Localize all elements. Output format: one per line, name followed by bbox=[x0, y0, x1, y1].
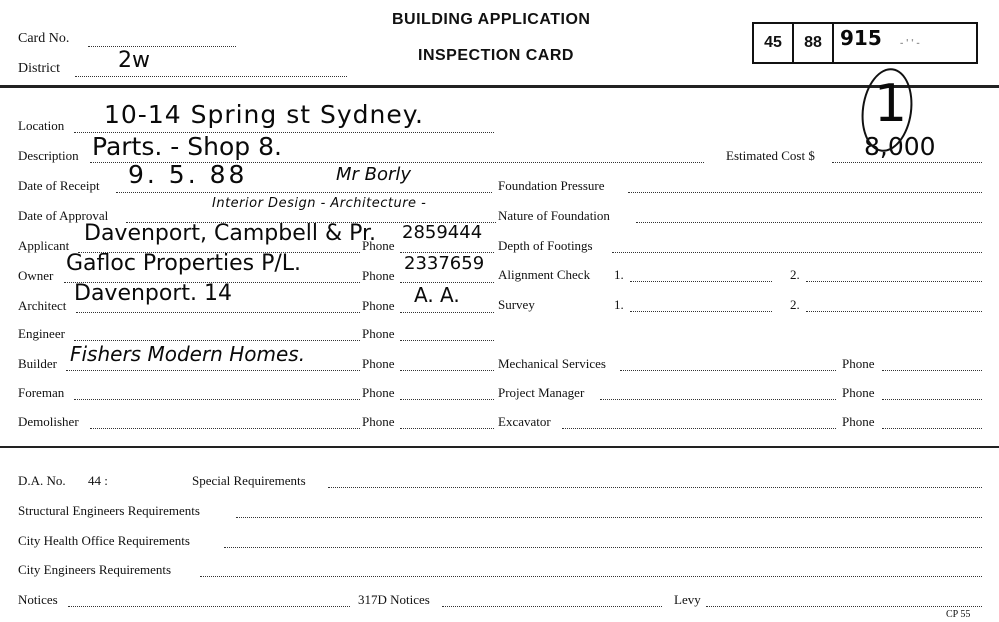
date-approval-value: Interior Design - Architecture - bbox=[212, 196, 427, 211]
alignment-check-n2: 2. bbox=[790, 267, 800, 282]
special-requirements-label: Special Requirements bbox=[192, 473, 306, 488]
alignment-check-label: Alignment Check bbox=[498, 267, 591, 282]
mechanical-phone-label: Phone bbox=[842, 356, 875, 371]
alignment-check-n1: 1. bbox=[614, 267, 624, 282]
owner-phone-value: 2337659 bbox=[404, 253, 485, 274]
foreman-phone-field[interactable] bbox=[400, 399, 494, 400]
date-approval-label: Date of Approval bbox=[18, 208, 109, 223]
nature-foundation-field[interactable] bbox=[636, 222, 982, 223]
card-box-cell-1: 45 bbox=[754, 24, 794, 62]
applicant-value: Davenport, Campbell & Pr. bbox=[84, 221, 377, 246]
demolisher-phone-field[interactable] bbox=[400, 428, 494, 429]
date-receipt-field[interactable] bbox=[116, 192, 492, 193]
card-box-handwritten: 915 bbox=[840, 26, 882, 50]
notices-field[interactable] bbox=[68, 606, 350, 607]
demolisher-phone-label: Phone bbox=[362, 414, 395, 429]
applicant-label: Applicant bbox=[18, 238, 70, 253]
survey-n2: 2. bbox=[790, 297, 800, 312]
mechanical-services-field[interactable] bbox=[620, 370, 836, 371]
card-no-label: Card No. bbox=[18, 31, 70, 46]
foreman-field[interactable] bbox=[74, 399, 360, 400]
special-requirements-field[interactable] bbox=[328, 487, 982, 488]
survey-field-1[interactable] bbox=[630, 311, 772, 312]
estimated-cost-label: Estimated Cost $ bbox=[726, 148, 815, 163]
foreman-phone-label: Phone bbox=[362, 385, 395, 400]
card-number-box bbox=[752, 22, 978, 64]
description-label: Description bbox=[18, 148, 79, 163]
project-manager-phone-field[interactable] bbox=[882, 399, 982, 400]
notices-317d-field[interactable] bbox=[442, 606, 662, 607]
da-no-label: D.A. No. bbox=[18, 473, 66, 488]
builder-phone-label: Phone bbox=[362, 356, 395, 371]
engineer-label: Engineer bbox=[18, 326, 65, 341]
alignment-check-field-2[interactable] bbox=[806, 281, 982, 282]
foundation-pressure-label: Foundation Pressure bbox=[498, 178, 605, 193]
header-divider bbox=[0, 85, 999, 88]
receipt-officer: Mr Borly bbox=[336, 164, 412, 185]
form-code: CP 55 bbox=[946, 609, 971, 620]
section-divider bbox=[0, 446, 999, 448]
location-value: 10-14 Spring st Sydney. bbox=[104, 100, 424, 129]
notices-317d-label: 317D Notices bbox=[358, 592, 430, 607]
architect-phone-field[interactable] bbox=[400, 312, 494, 313]
description-value: Parts. - Shop 8. bbox=[92, 132, 282, 161]
levy-label: Levy bbox=[674, 592, 701, 607]
city-engineers-field[interactable] bbox=[200, 576, 982, 577]
da-no-value: 44 : bbox=[88, 473, 108, 488]
card-box-cell-3[interactable] bbox=[834, 24, 976, 62]
city-health-label: City Health Office Requirements bbox=[18, 533, 190, 548]
applicant-phone-value: 2859444 bbox=[402, 222, 483, 243]
foundation-pressure-field[interactable] bbox=[628, 192, 982, 193]
date-receipt-label: Date of Receipt bbox=[18, 178, 100, 193]
foreman-label: Foreman bbox=[18, 385, 65, 400]
depth-footings-label: Depth of Footings bbox=[498, 238, 593, 253]
mechanical-services-label: Mechanical Services bbox=[498, 356, 606, 371]
estimated-cost-value: 8,000 bbox=[864, 132, 936, 161]
date-receipt-value: 9. 5. 88 bbox=[128, 160, 248, 189]
structural-engineers-label: Structural Engineers Requirements bbox=[18, 503, 200, 518]
form-title-line2: INSPECTION CARD bbox=[418, 47, 574, 64]
card-no-field[interactable] bbox=[88, 46, 236, 47]
location-label: Location bbox=[18, 118, 65, 133]
engineer-field[interactable] bbox=[74, 340, 360, 341]
excavator-phone-label: Phone bbox=[842, 414, 875, 429]
architect-value: Davenport. 14 bbox=[74, 281, 232, 306]
survey-label: Survey bbox=[498, 297, 535, 312]
project-manager-phone-label: Phone bbox=[842, 385, 875, 400]
owner-phone-label: Phone bbox=[362, 268, 395, 283]
builder-value: Fishers Modern Homes. bbox=[70, 342, 306, 366]
applicant-phone-label: Phone bbox=[362, 238, 395, 253]
project-manager-label: Project Manager bbox=[498, 385, 585, 400]
card-box-cell-2: 88 bbox=[794, 24, 834, 62]
levy-field[interactable] bbox=[706, 606, 982, 607]
engineer-phone-label: Phone bbox=[362, 326, 395, 341]
architect-field[interactable] bbox=[76, 312, 360, 313]
excavator-label: Excavator bbox=[498, 414, 551, 429]
excavator-field[interactable] bbox=[562, 428, 836, 429]
architect-phone-value: A. A. bbox=[414, 283, 460, 307]
district-field[interactable] bbox=[75, 76, 347, 77]
owner-label: Owner bbox=[18, 268, 54, 283]
notices-label: Notices bbox=[18, 592, 58, 607]
district-label: District bbox=[18, 61, 60, 76]
builder-field[interactable] bbox=[66, 370, 360, 371]
form-title-line1: BUILDING APPLICATION bbox=[392, 11, 591, 28]
circled-number: 1 bbox=[874, 74, 908, 134]
engineer-phone-field[interactable] bbox=[400, 340, 494, 341]
district-value: 2w bbox=[118, 48, 150, 73]
owner-value: Gafloc Properties P/L. bbox=[66, 251, 302, 276]
project-manager-field[interactable] bbox=[600, 399, 836, 400]
architect-phone-label: Phone bbox=[362, 298, 395, 313]
survey-n1: 1. bbox=[614, 297, 624, 312]
demolisher-label: Demolisher bbox=[18, 414, 79, 429]
structural-engineers-field[interactable] bbox=[236, 517, 982, 518]
excavator-phone-field[interactable] bbox=[882, 428, 982, 429]
city-health-field[interactable] bbox=[224, 547, 982, 548]
nature-foundation-label: Nature of Foundation bbox=[498, 208, 610, 223]
estimated-cost-field[interactable] bbox=[832, 162, 982, 163]
alignment-check-field-1[interactable] bbox=[630, 281, 772, 282]
city-engineers-label: City Engineers Requirements bbox=[18, 562, 172, 577]
survey-field-2[interactable] bbox=[806, 311, 982, 312]
mechanical-phone-field[interactable] bbox=[882, 370, 982, 371]
builder-phone-field[interactable] bbox=[400, 370, 494, 371]
card-box-smudge: - ' ' - bbox=[900, 38, 920, 49]
depth-footings-field[interactable] bbox=[612, 252, 982, 253]
builder-label: Builder bbox=[18, 356, 57, 371]
demolisher-field[interactable] bbox=[90, 428, 360, 429]
architect-label: Architect bbox=[18, 298, 67, 313]
